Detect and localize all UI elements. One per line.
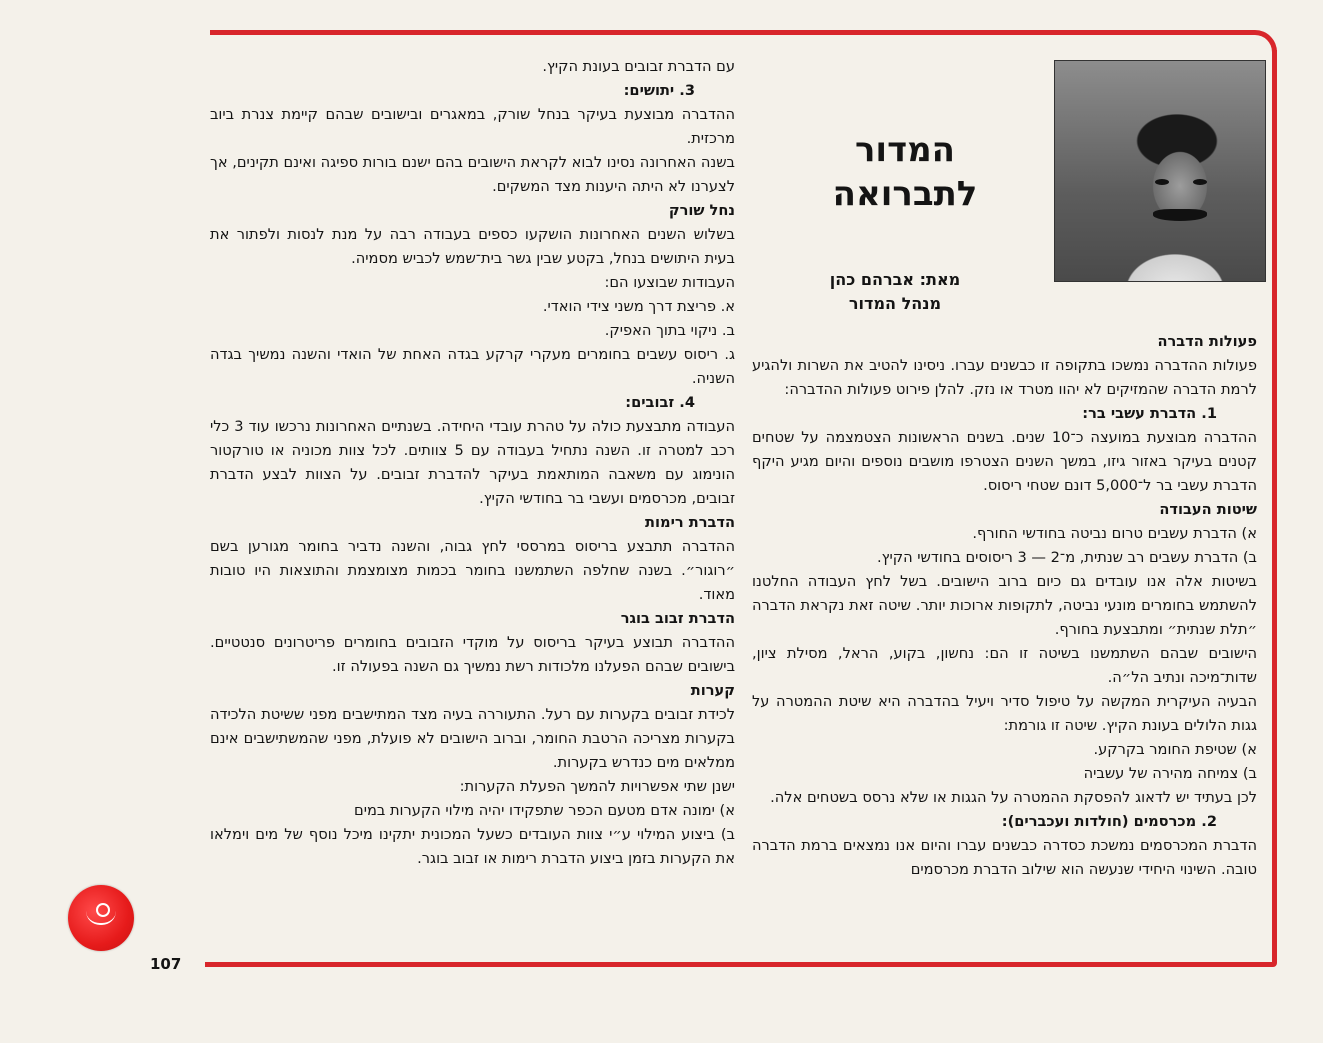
text-column-right bbox=[752, 330, 1257, 882]
article-title-line1: המדור bbox=[854, 130, 956, 170]
paragraph: הבעיה העיקרית המקשה על טיפול סדיר ויעיל בהדברה היא שיטת ההמטרה על גגות הלולים בעונת הקיץ. שיטה זו גורמת: bbox=[752, 693, 1257, 734]
section-heading: קערות bbox=[690, 682, 735, 699]
paragraph: הישובים שבהם השתמשנו בשיטה זו הם: נחשון, בקוע, הראל, מסילת ציון, שדות־מיכה ונתיב הל״ה. bbox=[752, 645, 1257, 686]
paragraph: פעולות ההדברה נמשכו בתקופה זו כבשנים עברו. ניסינו להטיב את השרות ולהגיע לרמת הדברה שהמזיקים לא יהוו מטרד או נזק. להלן פירוט פעולות ההדברה: bbox=[752, 357, 1257, 398]
paragraph: ישנן שתי אפשרויות להמשך הפעלת הקערות: bbox=[459, 778, 735, 795]
article-title-line2: לתברואה bbox=[832, 174, 978, 214]
paragraph: בשנה האחרונה נסינו לבוא לקראת הישובים בהם ישנם בורות ספיגה ואינם תקינים, אך לצערנו לא היתה היענות מצד המשקים. bbox=[210, 154, 735, 195]
section-heading: פעולות הדברה bbox=[1157, 333, 1257, 350]
author-role: מנהל המדור bbox=[848, 294, 942, 313]
red-frame-right bbox=[1272, 50, 1277, 962]
article-byline bbox=[780, 268, 1010, 316]
paragraph: העבודות שבוצעו הם: bbox=[604, 274, 735, 291]
paragraph: ג. ריסוס עשבים בחומרים מעקרי קרקע בגדה האחת של הואדי והשנה נמשיך בגדה השניה. bbox=[210, 346, 735, 387]
paragraph: א) שטיפת החומר בקרקע. bbox=[1093, 741, 1257, 758]
paragraph: ב) צמיחה מהירה של עשביה bbox=[1083, 765, 1257, 782]
page-number: 107 bbox=[150, 955, 182, 973]
text-column-left bbox=[210, 55, 735, 871]
paragraph: ההדברה תתבצע בריסוס במרססי לחץ גבוה, והשנה נדביר בחומר מגורען בשם ״רוגור״. בשנה שחלפה השתמשנו בחומר בכמות מצומצמת והתוצאות היו טובות מאוד. bbox=[210, 538, 735, 603]
red-frame-top bbox=[210, 30, 1277, 57]
paragraph: לכידת זבובים בקערות עם רעל. התעוררה בעיה מצד המתישבים מפני ששיטת הלכידה בקערות מצריכה הרטבת החומר, וברוב הישובים לא פועלת, מפני שהמשתישבים אינם ממלאים מים כנדרש בקערות. bbox=[210, 706, 735, 771]
section-heading: 2. מכרסמים (חולדות ועכברים): bbox=[1001, 813, 1217, 830]
paragraph: ההדברה מבוצעת בעיקר בנחל שורק, במאגרים ובישובים שבהם קיימת צנרת ביוב מרכזית. bbox=[210, 106, 735, 147]
section-heading: שיטות העבודה bbox=[1159, 501, 1257, 518]
section-heading: הדברת זבוב בוגר bbox=[620, 610, 735, 627]
paragraph: א) הדברת עשבים טרום נביטה בחודשי החורף. bbox=[972, 525, 1257, 542]
paragraph: א) ימונה אדם מטעם הכפר שתפקידו יהיה מילוי הקערות במים bbox=[354, 802, 735, 819]
article-title bbox=[800, 128, 1010, 216]
paragraph: ב) הדברת עשבים רב שנתית, מ־2 — 3 ריסוסים בחודשי הקיץ. bbox=[876, 549, 1257, 566]
section-heading: נחל שורק bbox=[668, 202, 735, 219]
paragraph: בשלוש השנים האחרונות הושקעו כספים בעבודה רבה על מנת לנסות ולפתור את בעית היתושים בנחל, בקטע שבין גשר בית־שמש לכביש מסמיה. bbox=[210, 226, 735, 267]
paragraph: העבודה מתבצעת כולה על טהרת עובדי היחידה. בשנתיים האחרונות נרכשו עוד 3 כלי רכב למטרה זו. השנה נתחיל בעבודה עם 5 צוותים. לכל צוות מכוניה או טורקטור הונימוג עם משאבה המותאמת בעיקר להדברת זבובים. על הצוות לבצע הדברת זבובים, מכרסמים ועשבי בר בחודשי הקיץ. bbox=[210, 418, 735, 507]
section-heading: 3. יתושים: bbox=[623, 82, 695, 99]
author-photo bbox=[1054, 60, 1266, 282]
paragraph: בשיטות אלה אנו עובדים גם כיום ברוב הישובים. בשל לחץ העבודה החלטנו להשתמש בחומרים מונעי נביטה, לתקופות ארוכות יותר. שיטה זאת נקראת הדברה ״תלת שנתית״ ומתבצעת בחורף. bbox=[752, 573, 1257, 638]
section-heading: הדברת רימות bbox=[645, 514, 735, 531]
paragraph: ב. ניקוי בתוך האפיק. bbox=[604, 322, 735, 339]
paragraph: הדברת המכרסמים נמשכת כסדרה כבשנים עברו והיום אנו נמצאים ברמת הדברה טובה. השינוי היחידי שנעשה הוא שילוב הדברת מכרסמים bbox=[752, 837, 1257, 878]
paragraph: א. פריצת דרך משני צידי הואדי. bbox=[542, 298, 735, 315]
paragraph: ב) ביצוע המילוי ע״י צוות העובדים כשעל המכונית יתקינו מיכל נוסף של מים וימלאו את הקערות בזמן ביצוע הדברת רימות או זבוב בוגר. bbox=[210, 826, 735, 867]
paragraph: ההדברה מבוצעת במועצה כ־10 שנים. בשנים הראשונות הצטמצמה על שטחים קטנים בעיקר באזור גיזו, במשך השנים הצטרפו מושבים נוספים והיום מגיע היקף הדברת עשבי בר ל־5,000 דונם שטחי ריסוס. bbox=[752, 429, 1257, 494]
section-heading: 4. זבובים: bbox=[625, 394, 695, 411]
red-logo-icon bbox=[68, 885, 134, 951]
section-heading: 1. הדברת עשבי בר: bbox=[1082, 405, 1217, 422]
author-name: מאת: אברהם כהן bbox=[829, 270, 961, 289]
paragraph: לכן בעתיד יש לדאוג להפסקת ההמטרה על הגגות או שלא נרסס בשטחים אלה. bbox=[770, 789, 1257, 806]
paragraph: עם הדברת זבובים בעונת הקיץ. bbox=[542, 58, 735, 75]
paragraph: ההדברה תבוצע בעיקר בריסוס על מוקדי הזבובים בחומרים פריטרונים סנטטיים. בישובים שבהם הפעלנו מלכודות רשת נמשיך גם השנה בפעולה זו. bbox=[210, 634, 735, 675]
red-frame-bottom bbox=[205, 962, 1277, 967]
